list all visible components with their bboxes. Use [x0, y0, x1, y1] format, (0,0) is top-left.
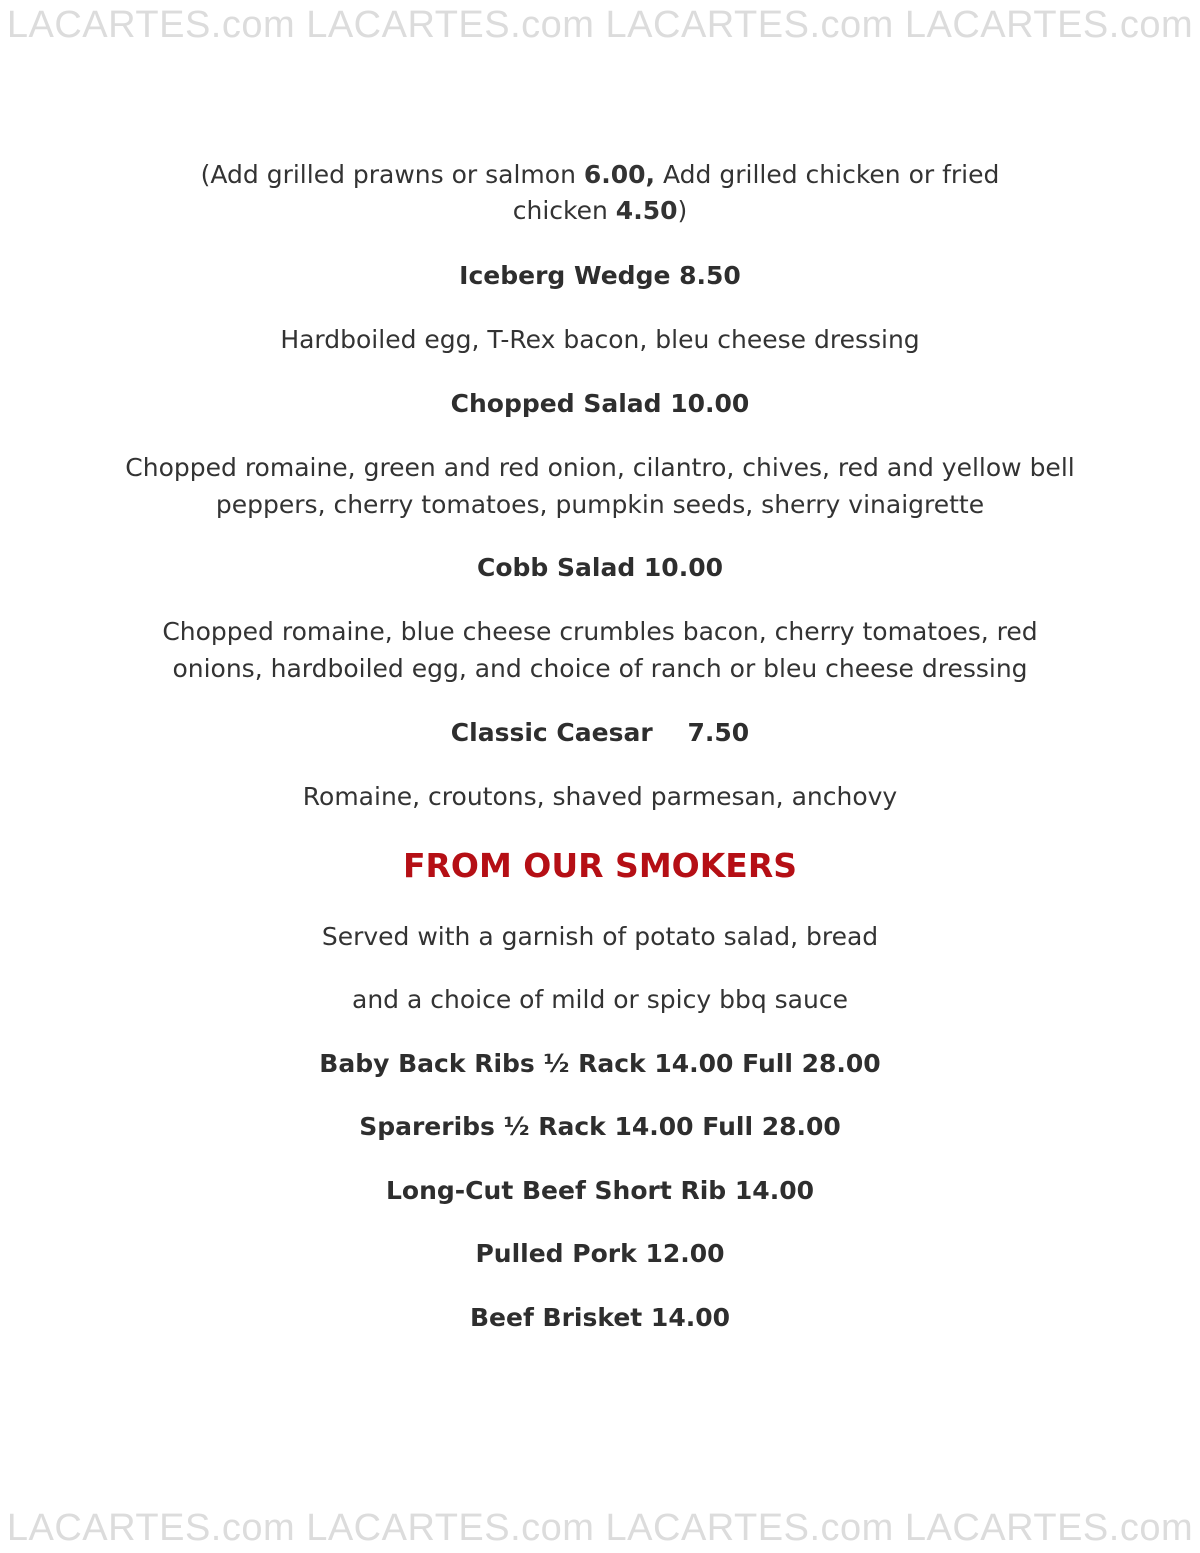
menu-item-iceberg-wedge: Iceberg Wedge 8.50 [459, 261, 741, 290]
menu-item-pulled-pork: Pulled Pork 12.00 [475, 1239, 725, 1268]
addons-line-2 [100, 192, 1100, 229]
addons-text-close: ) [677, 196, 688, 225]
menu-item-beef-short-rib: Long-Cut Beef Short Rib 14.00 [386, 1176, 814, 1205]
addons-text-chicken-2: chicken [512, 196, 616, 225]
addons-text: (Add grilled prawns or salmon [200, 160, 584, 189]
watermark-bottom: LACARTES.com LACARTES.com LACARTES.com LACARTES.com [6, 1507, 1194, 1549]
menu-item-cobb-salad: Cobb Salad 10.00 [476, 553, 723, 582]
section-heading-smokers: FROM OUR SMOKERS [402, 846, 798, 885]
watermark-top: LACARTES.com LACARTES.com LACARTES.com LACARTES.com [6, 4, 1194, 46]
menu-item-chopped-salad: Chopped Salad 10.00 [450, 389, 750, 418]
section-note: and a choice of mild or spicy bbq sauce [352, 985, 848, 1014]
addons-price-chicken: 4.50 [615, 196, 678, 225]
menu-item-classic-caesar: Classic Caesar 7.50 [450, 718, 750, 747]
addons-text-chicken: Add grilled chicken or fried [655, 160, 1000, 189]
addons-line-1 [100, 156, 1100, 193]
addons-price-prawns: 6.00, [583, 160, 656, 189]
menu-item-spareribs: Spareribs ½ Rack 14.00 Full 28.00 [359, 1112, 841, 1141]
menu-item-description: Romaine, croutons, shaved parmesan, anchovy [302, 782, 898, 811]
menu-item-description: peppers, cherry tomatoes, pumpkin seeds, sherry vinaigrette [215, 490, 985, 519]
section-note: Served with a garnish of potato salad, bread [321, 922, 879, 951]
menu-item-description: Chopped romaine, green and red onion, cilantro, chives, red and yellow bell [125, 453, 1075, 482]
menu-item-description: onions, hardboiled egg, and choice of ranch or bleu cheese dressing [172, 654, 1028, 683]
menu-item-beef-brisket: Beef Brisket 14.00 [469, 1303, 731, 1332]
menu-item-description: Chopped romaine, blue cheese crumbles bacon, cherry tomatoes, red [162, 617, 1038, 646]
menu-item-description: Hardboiled egg, T-Rex bacon, bleu cheese dressing [280, 325, 920, 354]
menu-item-baby-back-ribs: Baby Back Ribs ½ Rack 14.00 Full 28.00 [319, 1049, 881, 1078]
